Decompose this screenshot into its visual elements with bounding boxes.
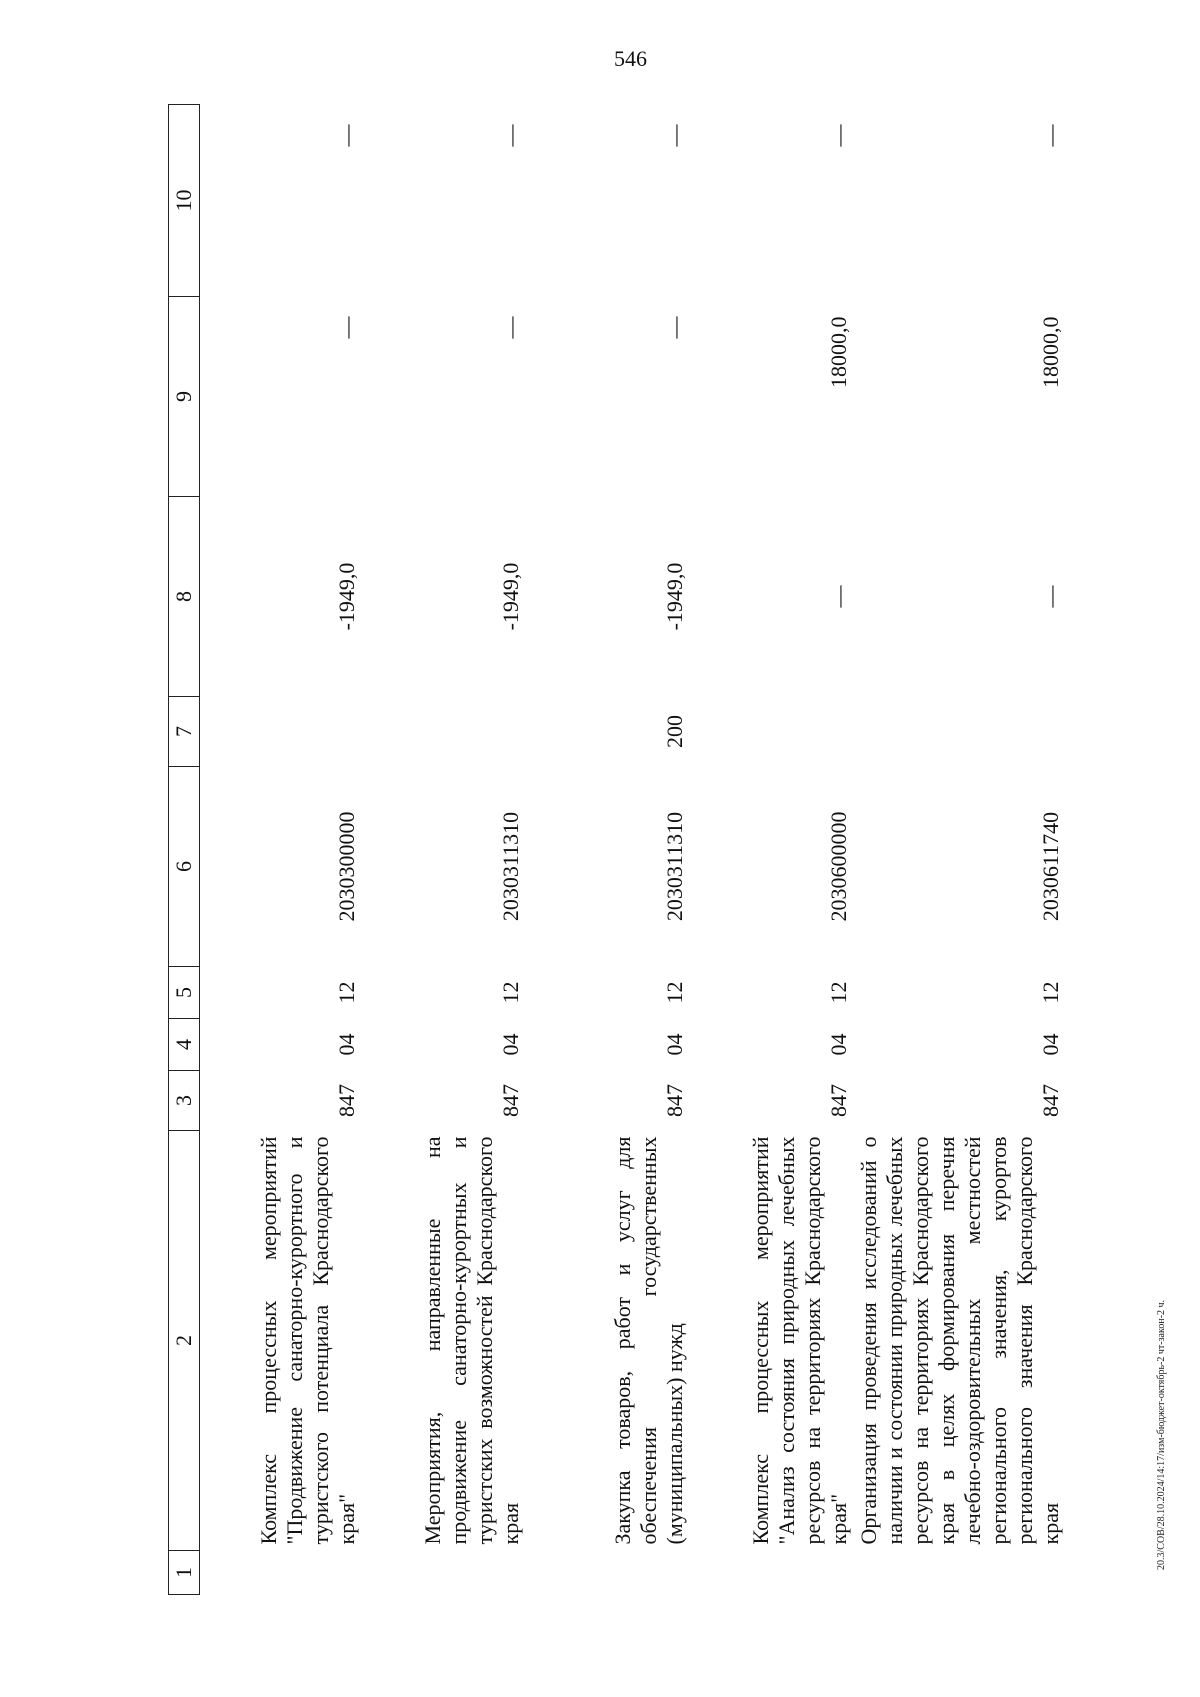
table-row <box>528 105 692 1595</box>
cell-amount-8: — <box>1038 585 1063 608</box>
cell-rz: 04 <box>498 1033 523 1056</box>
document-footer: 20.3/СОВ/28.10.2024/14:17/изм-бюджет-октябрь-2 чт-закон-2 ч. <box>1156 1299 1167 1570</box>
row-description: Комплекс процессных мероприятий "Продвижение санаторно-курортного и туристского потенциала Краснодарского края" <box>256 1136 359 1545</box>
table-row <box>200 105 365 1595</box>
cell-amount-9: 18000,0 <box>826 316 851 388</box>
cell-vr <box>200 697 365 767</box>
cell-rz: 04 <box>826 1033 851 1056</box>
row-description: Комплекс процессных мероприятий "Анализ состояния природных лечебных ресурсов на территориях Краснодарского края" <box>748 1136 851 1545</box>
page-number: 546 <box>614 46 647 71</box>
cell-amount-9: 18000,0 <box>1038 316 1063 388</box>
header-cell: 4 <box>169 1019 200 1071</box>
header-cell: 9 <box>169 297 200 497</box>
header-row <box>169 105 200 1595</box>
row-description: Организация проведения исследований о наличии и состоянии природных лечебных ресурсов на территориях Краснодарского края в целях формирования перечня лечебно-оздоровительных местностей регионального значения, курортов регионального значения Краснодарского края <box>856 1136 1063 1545</box>
cell-rz: 04 <box>662 1033 687 1056</box>
header-cell: 7 <box>169 697 200 767</box>
cell-ved: 847 <box>498 1084 523 1117</box>
header-cell: 2 <box>169 1131 200 1551</box>
cell-amount-8: — <box>826 585 851 608</box>
cell-amount-8: -1949,0 <box>334 562 359 631</box>
row-description: Мероприятия, направленные на продвижение санаторно-курортных и туристских возможностей Краснодарского края <box>420 1136 523 1545</box>
cell-ved: 847 <box>334 1084 359 1117</box>
cell-amount-9: — <box>662 316 687 339</box>
cell-csr: 2030600000 <box>826 811 851 922</box>
cell-pr: 12 <box>1038 981 1063 1004</box>
cell-ved: 847 <box>1038 1084 1063 1117</box>
row-description: Закупка товаров, работ и услуг для обеспечения государственных (муниципальных) нужд <box>610 1136 687 1545</box>
cell-amount-9: — <box>498 316 523 339</box>
cell-csr: 2030311310 <box>498 811 523 922</box>
cell-vr <box>856 697 1068 767</box>
cell-amount-8: -1949,0 <box>662 562 687 631</box>
cell-vr: 200 <box>662 715 687 748</box>
cell-csr: 2030311310 <box>662 811 687 922</box>
cell-vr <box>364 697 528 767</box>
table-row <box>364 105 528 1595</box>
cell-vr <box>692 697 856 767</box>
cell-amount-10: — <box>334 124 359 147</box>
cell-amount-9: — <box>334 316 359 339</box>
cell-amount-10: — <box>662 124 687 147</box>
cell-pr: 12 <box>498 981 523 1004</box>
cell-amount-8: -1949,0 <box>498 562 523 631</box>
header-cell: 1 <box>169 1551 200 1595</box>
cell-ved: 847 <box>826 1084 851 1117</box>
cell-ved: 847 <box>662 1084 687 1117</box>
budget-table <box>168 104 1068 1595</box>
cell-amount-10: — <box>498 124 523 147</box>
table-row <box>692 105 856 1595</box>
header-cell: 3 <box>169 1071 200 1131</box>
budget-table-rotated <box>168 105 1128 1595</box>
header-cell: 5 <box>169 967 200 1019</box>
header-cell: 8 <box>169 497 200 697</box>
cell-amount-10: — <box>1038 124 1063 147</box>
cell-csr: 2030611740 <box>1038 811 1063 922</box>
cell-csr: 2030300000 <box>334 811 359 922</box>
header-cell: 10 <box>169 105 200 297</box>
cell-rz: 04 <box>1038 1033 1063 1056</box>
cell-amount-10: — <box>826 124 851 147</box>
cell-rz: 04 <box>334 1033 359 1056</box>
cell-pr: 12 <box>334 981 359 1004</box>
header-cell: 6 <box>169 767 200 967</box>
cell-pr: 12 <box>826 981 851 1004</box>
cell-pr: 12 <box>662 981 687 1004</box>
table-row <box>856 105 1068 1595</box>
